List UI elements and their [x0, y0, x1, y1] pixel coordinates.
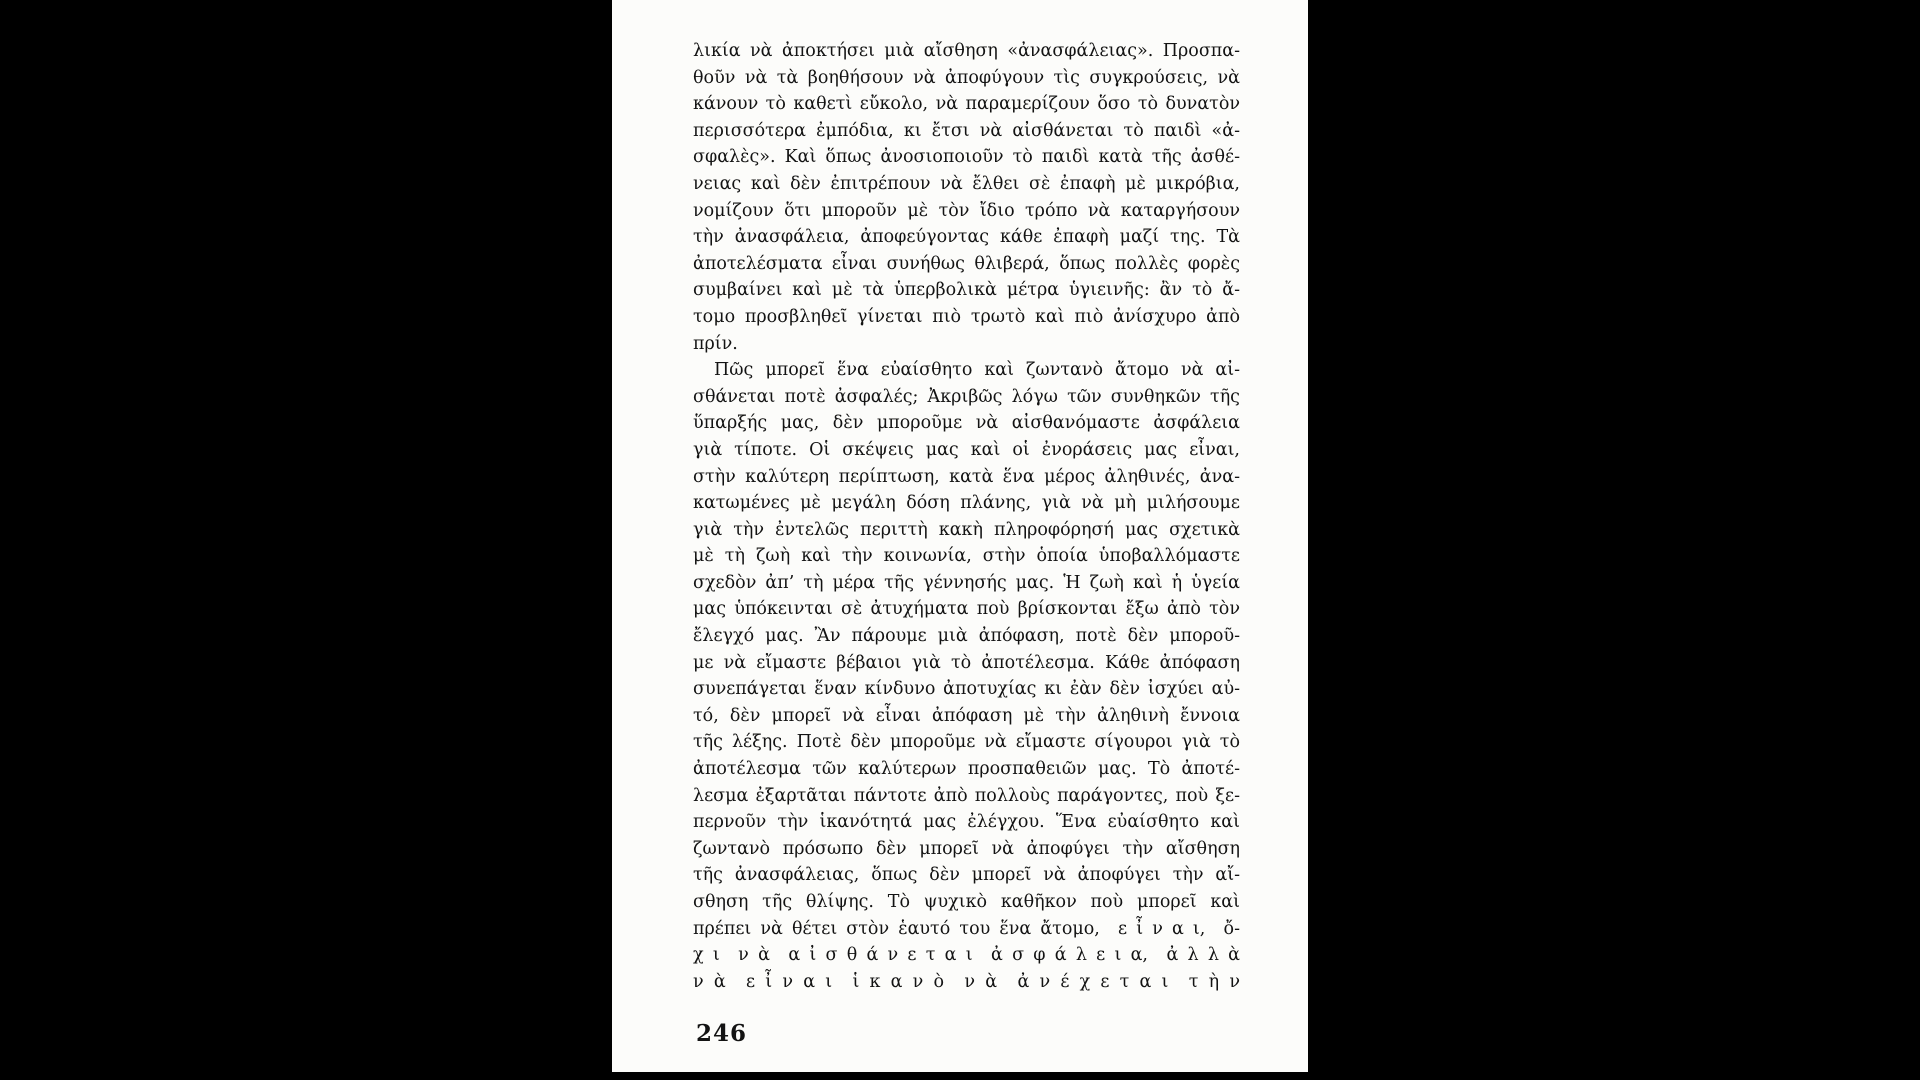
text-line: τῆς λέξης. Ποτὲ δὲν μποροῦμε νὰ εἴμαστε σίγουροι γιὰ τὸ — [693, 732, 1240, 753]
text-line: σθάνεται ποτὲ ἀσφαλές; Ἀκριβῶς λόγω τῶν συνθηκῶν τῆς — [693, 386, 1240, 407]
text-line: σφαλὲς». Καὶ ὅπως ἀνοσιοποιοῦν τὸ παιδὶ κατὰ τῆς ἀσθέ- — [693, 147, 1240, 168]
text-line: νομίζουν ὅτι μποροῦν μὲ τὸν ἴδιο τρόπο νὰ καταργήσουν — [693, 200, 1240, 221]
text-line: σχεδὸν ἀπ’ τὴ μέρα τῆς γέννησής μας. Ἡ ζωὴ καὶ ἡ ὑγεία — [693, 572, 1240, 593]
text-line: στὴν καλύτερη περίπτωση, κατὰ ἕνα μέρος ἀληθινές, ἀνα- — [693, 466, 1240, 487]
text-line: νειας καὶ δὲν ἐπιτρέπουν νὰ ἔλθει σὲ ἐπαφὴ μὲ μικρόβια, — [693, 173, 1240, 194]
text-line: συμβαίνει καὶ μὲ τὰ ὑπερβολικὰ μέτρα ὑγιεινῆς: ἂν τὸ ἄ- — [693, 280, 1240, 301]
text-line: ν ὰ ε ἶ ν α ι ἱ κ α ν ὸ ν ὰ ἀ ν έ χ ε τ α ι τ ὴ ν — [693, 971, 1240, 992]
text-line: Πῶς μπορεῖ ἕνα εὐαίσθητο καὶ ζωντανὸ ἄτομο νὰ αἰ- — [714, 360, 1240, 381]
text-line: με νὰ εἴμαστε βέβαιοι γιὰ τὸ ἀποτέλεσμα. Κάθε ἀπόφαση — [693, 652, 1240, 673]
text-line: τομο προσβληθεῖ γίνεται πιὸ τρωτὸ καὶ πιὸ ἀνίσχυρο ἀπὸ — [693, 306, 1240, 327]
text-line: ὕπαρξής μας, δὲν μποροῦμε νὰ αἰσθανόμαστε ἀσφάλεια — [693, 413, 1240, 434]
text-line: χ ι ν ὰ α ἰ σ θ ά ν ε τ α ι ἀ σ φ ά λ ε ι α, ἀ λ λ ὰ — [693, 945, 1240, 966]
text-line: θοῦν νὰ τὰ βοηθήσουν νὰ ἀποφύγουν τὶς συγκρούσεις, νὰ — [693, 67, 1240, 88]
text-line: μὲ τὴ ζωὴ καὶ τὴν κοινωνία, στὴν ὁποία ὑποβαλλόμαστε — [693, 546, 1240, 567]
text-line: λικία νὰ ἀποκτήσει μιὰ αἴσθηση «ἀνασφάλειας». Προσπα- — [693, 41, 1240, 61]
text-line: τὴν ἀνασφάλεια, ἀποφεύγοντας κάθε ἐπαφὴ μαζί της. Τὰ — [693, 227, 1240, 248]
text-line: πρέπει νὰ θέτει στὸν ἑαυτό του ἕνα ἄτομο, ε ἶ ν α ι, ὄ- — [693, 918, 1240, 939]
page-number: 246 — [696, 1020, 748, 1047]
text-line: κάνουν τὸ καθετὶ εὔκολο, νὰ παραμερίζουν ὅσο τὸ δυνατὸν — [693, 94, 1240, 115]
text-line: ζωντανὸ πρόσωπο δὲν μπορεῖ νὰ ἀποφύγει τὴν αἴσθηση — [693, 838, 1240, 859]
text-line: τῆς ἀνασφάλειας, ὅπως δὲν μπορεῖ νὰ ἀποφύγει τὴν αἴ- — [693, 865, 1240, 886]
text-line: τό, δὲν μπορεῖ νὰ εἶναι ἀπόφαση μὲ τὴν ἀληθινὴ ἔννοια — [693, 705, 1240, 726]
text-line: ἀποτέλεσμα τῶν καλύτερων προσπαθειῶν μας. Τὸ ἀποτέ- — [693, 759, 1240, 780]
page-text — [693, 38, 1240, 995]
text-line: πρίν. — [693, 333, 738, 354]
text-line: λεσμα ἐξαρτᾶται πάντοτε ἀπὸ πολλοὺς παράγοντες, ποὺ ξε- — [693, 785, 1240, 806]
text-line: περνοῦν τὴν ἱκανότητά μας ἐλέγχου. Ἕνα εὐαίσθητο καὶ — [693, 812, 1240, 833]
text-line: γιὰ τὴν ἐντελῶς περιττὴ κακὴ πληροφόρησή μας σχετικὰ — [693, 519, 1240, 540]
text-line: κατωμένες μὲ μεγάλη δόση πλάνης, γιὰ νὰ μὴ μιλήσουμε — [693, 493, 1240, 514]
text-line: περισσότερα ἐμπόδια, κι ἔτσι νὰ αἰσθάνεται τὸ παιδὶ «ἀ- — [693, 120, 1240, 141]
text-line: σθηση τῆς θλίψης. Τὸ ψυχικὸ καθῆκον ποὺ μπορεῖ καὶ — [693, 892, 1240, 912]
text-line: συνεπάγεται ἕναν κίνδυνο ἀποτυχίας κι ἐὰν δὲν ἰσχύει αὐ- — [693, 679, 1240, 700]
text-line: ἔλεγχό μας. Ἂν πάρουμε μιὰ ἀπόφαση, ποτὲ δὲν μποροῦ- — [693, 626, 1240, 647]
book-page — [612, 0, 1308, 1072]
text-line: γιὰ τίποτε. Οἱ σκέψεις μας καὶ οἱ ἐνοράσεις μας εἶναι, — [693, 439, 1240, 460]
text-line: ἀποτελέσματα εἶναι συνήθως θλιβερά, ὅπως πολλὲς φορὲς — [693, 253, 1240, 274]
text-line: μας ὑπόκεινται σὲ ἀτυχήματα ποὺ βρίσκονται ἔξω ἀπὸ τὸν — [693, 599, 1240, 620]
